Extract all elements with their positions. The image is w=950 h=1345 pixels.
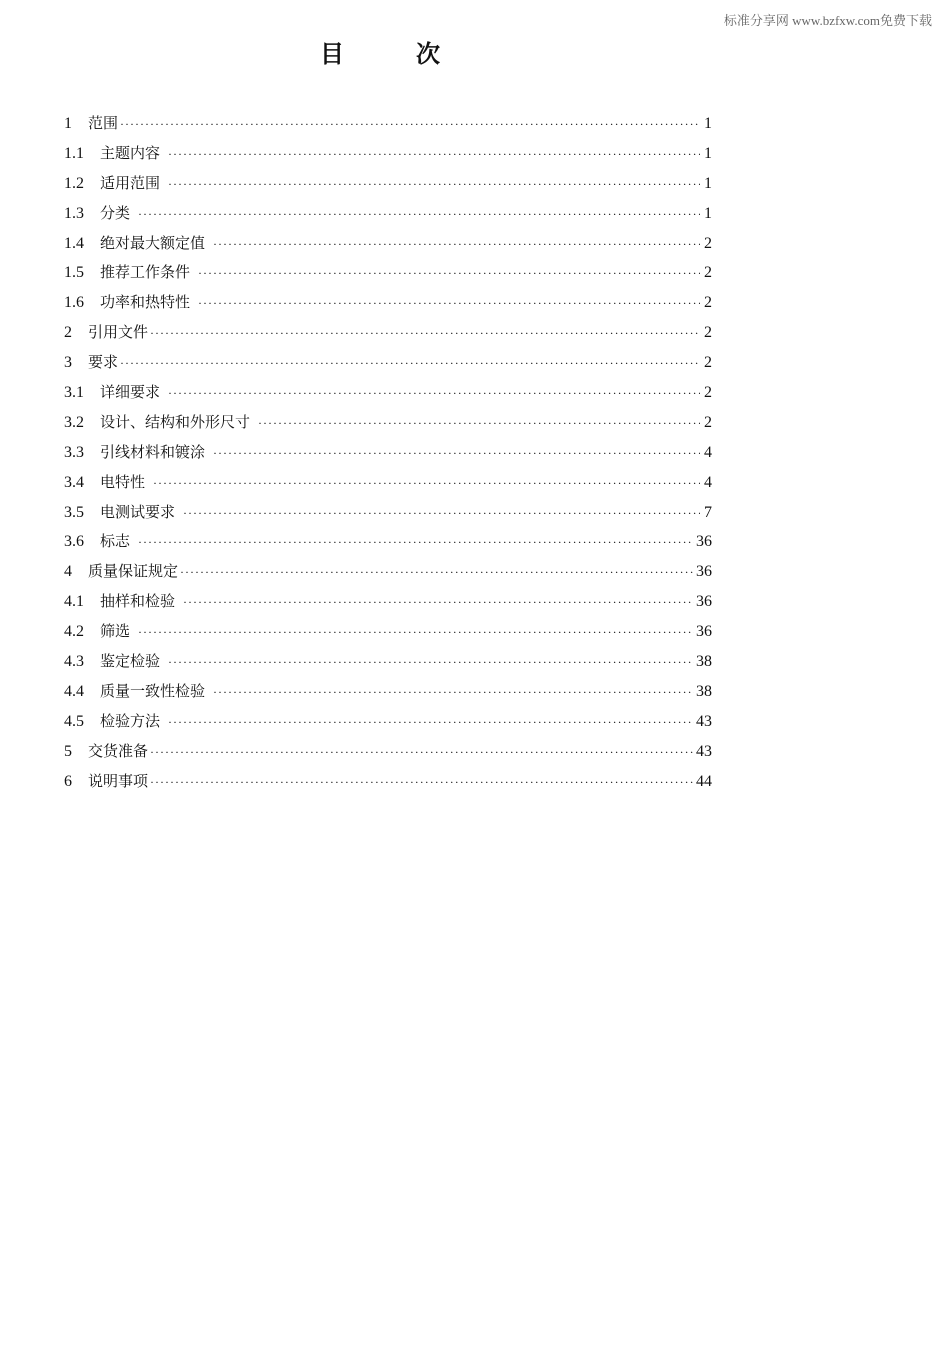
- toc-entry-number: 3.4: [64, 473, 84, 491]
- toc-leader-dots: [150, 775, 694, 790]
- title-char-1: 目: [320, 40, 344, 68]
- toc-entry-page: 36: [696, 623, 712, 641]
- toc-entry-label: 标志: [100, 532, 131, 551]
- toc-entry-label: 电测试要求: [100, 502, 176, 521]
- toc-entry[interactable]: [64, 202, 712, 232]
- toc-leader-dots: [168, 386, 700, 401]
- toc-leader-dots: [168, 177, 700, 192]
- toc-entry-label: 检验方法: [100, 711, 161, 730]
- toc-entry-number: 4.3: [64, 653, 84, 671]
- toc-leader-dots: [213, 237, 700, 252]
- toc-entry-label: 范围: [88, 114, 119, 132]
- toc-entry-page: 2: [704, 354, 712, 372]
- toc-entry-page: 7: [704, 503, 712, 521]
- toc-entry-number: 1.2: [64, 174, 84, 192]
- toc-leader-dots: [183, 506, 700, 521]
- toc-entry-page: 43: [696, 712, 712, 730]
- toc-entry-page: 36: [696, 593, 712, 611]
- title-char-2: 次: [416, 40, 440, 68]
- toc-entry-number: 4.1: [64, 593, 84, 611]
- toc-entry[interactable]: [64, 261, 712, 291]
- toc-leader-dots: [180, 565, 694, 580]
- toc-entry[interactable]: [64, 232, 712, 262]
- toc-leader-dots: [153, 476, 700, 491]
- toc-entry-label: 交货准备: [88, 741, 149, 760]
- toc-entry[interactable]: [64, 530, 712, 560]
- toc-entry-label: 筛选: [100, 622, 131, 641]
- toc-entry[interactable]: [64, 770, 712, 800]
- toc-leader-dots: [198, 296, 700, 311]
- toc-entry[interactable]: [64, 351, 712, 381]
- toc-leader-dots: [183, 595, 694, 610]
- toc-entry[interactable]: [64, 650, 712, 680]
- toc-entry-number: 1.3: [64, 204, 84, 222]
- toc-entry-page: 38: [696, 653, 712, 671]
- toc-entry-number: 4.2: [64, 623, 84, 641]
- toc-entry-label: 引线材料和镀涂: [100, 442, 206, 461]
- toc-entry-page: 2: [704, 324, 712, 342]
- toc-entry-label: 功率和热特性: [100, 293, 191, 312]
- toc-entry-number: 3.1: [64, 384, 84, 402]
- watermark: 标准分享网 www.bzfxw.com免费下载: [723, 13, 932, 28]
- toc-entry-page: 43: [696, 742, 712, 760]
- toc-entry-number: 3.5: [64, 503, 84, 521]
- toc-entry-number: 1.1: [64, 144, 84, 162]
- toc-entry-number: 4.5: [64, 712, 84, 730]
- table-of-contents: [64, 112, 712, 799]
- toc-entry[interactable]: [64, 112, 712, 142]
- toc-entry[interactable]: [64, 560, 712, 590]
- toc-entry-number: 1: [64, 115, 72, 132]
- toc-entry-number: 1.4: [64, 234, 84, 252]
- toc-entry-page: 4: [704, 473, 712, 491]
- toc-entry-label: 主题内容: [100, 143, 161, 162]
- toc-entry-page: 1: [704, 144, 712, 162]
- toc-entry-number: 2: [64, 324, 72, 342]
- toc-entry-number: 1.6: [64, 294, 84, 312]
- toc-entry-number: 5: [64, 742, 72, 760]
- toc-entry-label: 设计、结构和外形尺寸: [100, 412, 251, 431]
- toc-entry-number: 6: [64, 772, 72, 790]
- toc-entry-page: 2: [704, 384, 712, 402]
- toc-entry-number: 3.6: [64, 533, 84, 551]
- toc-entry-page: 38: [696, 682, 712, 700]
- toc-entry-page: 1: [704, 115, 712, 132]
- toc-entry-page: 36: [696, 563, 712, 581]
- toc-entry-label: 分类: [100, 203, 131, 222]
- toc-entry-page: 1: [704, 204, 712, 222]
- toc-entry-number: 3.3: [64, 443, 84, 461]
- toc-entry-page: 36: [696, 533, 712, 551]
- toc-entry-page: 4: [704, 443, 712, 461]
- toc-entry-label: 绝对最大额定值: [100, 233, 206, 252]
- toc-leader-dots: [213, 446, 700, 461]
- toc-entry[interactable]: [64, 620, 712, 650]
- toc-entry[interactable]: [64, 172, 712, 202]
- toc-entry[interactable]: [64, 291, 712, 321]
- toc-entry-label: 说明事项: [88, 771, 149, 790]
- toc-entry[interactable]: [64, 740, 712, 770]
- toc-entry-page: 2: [704, 294, 712, 312]
- toc-entry-page: 44: [696, 772, 712, 790]
- toc-leader-dots: [213, 685, 694, 700]
- toc-entry-number: 1.5: [64, 264, 84, 282]
- toc-entry[interactable]: [64, 471, 712, 501]
- toc-leader-dots: [168, 147, 700, 162]
- toc-entry-label: 适用范围: [100, 173, 161, 192]
- toc-entry-label: 详细要求: [100, 383, 161, 402]
- toc-entry-label: 抽样和检验: [100, 592, 176, 611]
- toc-leader-dots: [150, 745, 694, 760]
- toc-entry-label: 电特性: [100, 472, 146, 491]
- toc-entry[interactable]: [64, 441, 712, 471]
- toc-entry-number: 3.2: [64, 413, 84, 431]
- toc-entry-label: 质量保证规定: [88, 562, 179, 581]
- toc-leader-dots: [198, 266, 700, 281]
- toc-entry-page: 2: [704, 413, 712, 431]
- toc-leader-dots: [168, 715, 694, 730]
- toc-entry[interactable]: [64, 381, 712, 411]
- toc-leader-dots: [138, 625, 694, 640]
- toc-entry[interactable]: [64, 710, 712, 740]
- toc-leader-dots: [258, 416, 700, 431]
- toc-leader-dots: [120, 356, 700, 371]
- toc-leader-dots: [138, 535, 694, 550]
- toc-entry-number: 3: [64, 354, 72, 372]
- toc-entry-label: 引用文件: [88, 323, 149, 342]
- toc-entry-page: 1: [704, 174, 712, 192]
- toc-entry[interactable]: [64, 321, 712, 351]
- toc-entry[interactable]: [64, 680, 712, 710]
- toc-entry-label: 推荐工作条件: [100, 263, 191, 282]
- toc-entry-page: 2: [704, 234, 712, 252]
- toc-leader-dots: [120, 117, 700, 132]
- toc-entry-label: 要求: [88, 353, 119, 372]
- toc-leader-dots: [150, 326, 700, 341]
- toc-entry-page: 2: [704, 264, 712, 282]
- toc-entry[interactable]: [64, 142, 712, 172]
- toc-entry[interactable]: [64, 501, 712, 531]
- toc-entry[interactable]: [64, 411, 712, 441]
- page-title: [0, 34, 760, 69]
- toc-leader-dots: [138, 207, 700, 222]
- toc-leader-dots: [168, 655, 694, 670]
- toc-entry-label: 鉴定检验: [100, 652, 161, 671]
- toc-entry-label: 质量一致性检验: [100, 681, 206, 700]
- toc-entry-number: 4.4: [64, 682, 84, 700]
- toc-entry-number: 4: [64, 563, 72, 581]
- toc-entry[interactable]: [64, 590, 712, 620]
